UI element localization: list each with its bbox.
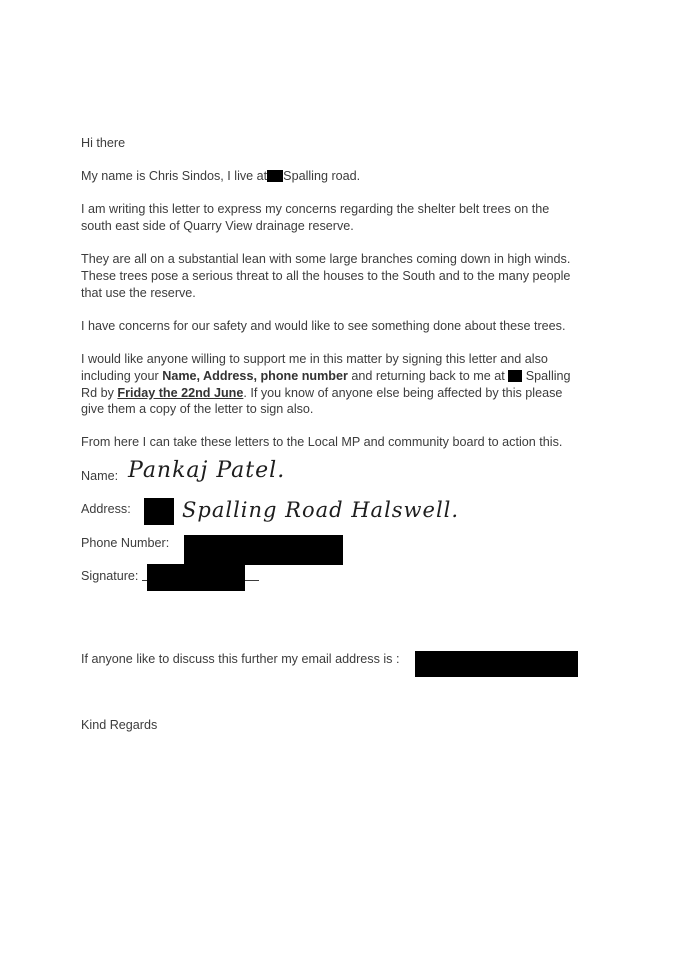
redacted-house-number (267, 170, 283, 182)
request-line-3-pre: Rd by (81, 385, 114, 400)
address-label: Address: (81, 502, 131, 516)
signature-label: Signature: (81, 569, 139, 583)
intro-street: Spalling road. (283, 169, 361, 183)
intro-paragraph (81, 168, 601, 185)
phone-label: Phone Number: (81, 536, 170, 550)
request-line-2-pre: including your (81, 368, 159, 383)
handwritten-address: Spalling Road Halswell. (182, 498, 460, 522)
threat-line-2: These trees pose a serious threat to all the houses to the South and to the many people (81, 268, 571, 283)
redacted-email (415, 651, 578, 677)
request-line-3-post: . If you know of anyone else being affected by this please (243, 385, 563, 400)
request-line-2-mid: and returning back to me at (351, 368, 505, 383)
deadline-date: Friday the 22nd June (117, 385, 244, 400)
handwritten-name: Pankaj Patel. (128, 458, 286, 483)
threat-paragraph (81, 251, 601, 301)
threat-line-1: They are all on a substantial lean with some large branches coming down in high winds. (81, 252, 571, 266)
request-line-1: I would like anyone willing to support me in this matter by signing this letter and also (81, 352, 548, 366)
greeting: Hi there (81, 136, 126, 150)
action-paragraph: From here I can take these letters to the Local MP and community board to action this. (81, 435, 563, 449)
concern-line-2: south east side of Quarry View drainage reserve. (81, 218, 354, 233)
name-label: Name: (81, 469, 119, 483)
request-fields-bold: Name, Address, phone number (162, 368, 348, 383)
threat-line-3: that use the reserve. (81, 285, 196, 300)
intro-text: My name is Chris Sindos, I live at (81, 169, 268, 183)
redacted-signature (147, 564, 245, 591)
request-line-4: give them a copy of the letter to sign also. (81, 402, 314, 417)
closing: Kind Regards (81, 718, 158, 732)
concern-line-1: I am writing this letter to express my concerns regarding the shelter belt trees on the (81, 202, 550, 216)
request-paragraph (81, 351, 601, 418)
safety-paragraph: I have concerns for our safety and would like to see something done about these trees. (81, 319, 566, 333)
redacted-address-number (144, 498, 174, 525)
email-line: If anyone like to discuss this further my email address is : (81, 652, 400, 666)
concern-paragraph (81, 201, 601, 235)
request-line-2-post: Spalling (525, 368, 571, 383)
redacted-phone-number (184, 535, 343, 565)
redacted-return-number (508, 370, 522, 382)
